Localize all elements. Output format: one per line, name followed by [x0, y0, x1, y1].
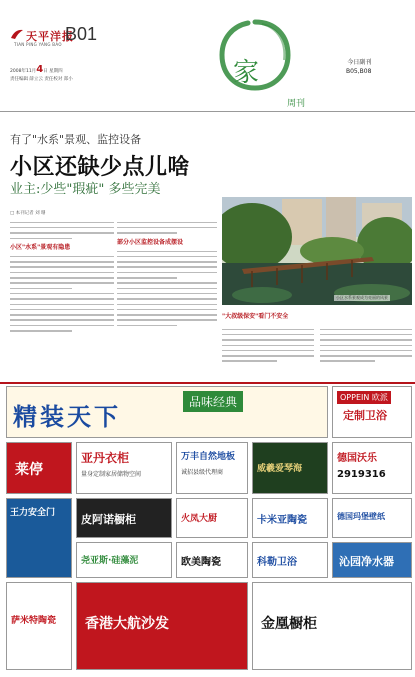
- dateline: 2008年11月4日 星期四 责任编辑 薛立云 责任校对 郑小: [10, 64, 73, 82]
- today-supplement: 今日副刊 B05,B08: [346, 59, 372, 75]
- article-column-2: [117, 218, 217, 330]
- ad-kmy[interactable]: 卡米亚陶瓷: [252, 498, 328, 538]
- ad-huojia[interactable]: 火凤大厨: [176, 498, 248, 538]
- article-text-block: [320, 325, 412, 366]
- article-photo: [222, 197, 412, 305]
- newspaper-logo-text: 天平洋报: [26, 30, 74, 43]
- advertising-section: [6, 386, 412, 674]
- section-heading: "大叔级保安"看门不安全: [222, 313, 289, 320]
- ad-wasun[interactable]: 德国沃乐 2919316: [332, 442, 412, 494]
- article-column-3: [222, 309, 412, 366]
- byline: □ 本刊记者 刘 珊: [10, 211, 46, 216]
- ad-wanfeng[interactable]: 万丰自然地板 诚招县级代理商: [176, 442, 248, 494]
- ad-tinaai[interactable]: 香港大航沙发: [76, 582, 248, 670]
- ad-laiting[interactable]: 莱停: [6, 442, 72, 494]
- page-title: 家: [233, 58, 260, 88]
- section-code: B01: [65, 24, 98, 44]
- article-text-block: [117, 251, 217, 327]
- weekly-label: 周刊: [287, 99, 306, 109]
- ad-marbuto[interactable]: 德国玛堡壁纸: [332, 498, 412, 538]
- article-text-block: [10, 256, 114, 332]
- article-column-1: [10, 218, 114, 335]
- ad-wangli[interactable]: 王力安全门: [6, 498, 72, 578]
- garden-pond-photo: [222, 197, 412, 305]
- headline: 小区还缺少点儿啥: [10, 155, 191, 180]
- ad-summit[interactable]: 萨米特陶瓷: [6, 582, 72, 670]
- ad-yisheng[interactable]: 尧亚斯·硅藻泥: [76, 542, 172, 578]
- article-text-block: [10, 222, 114, 239]
- ad-piano[interactable]: 皮阿诺橱柜: [76, 498, 172, 538]
- ad-weixi[interactable]: 威羲爱琴海: [252, 442, 328, 494]
- ad-oumei[interactable]: 欧美陶瓷: [176, 542, 248, 578]
- section-heading: 部分小区监控设备成摆设: [117, 238, 184, 246]
- section-heading: 小区"水系"景观有隐患: [10, 243, 71, 251]
- ad-oppein[interactable]: OPPEIN 欧派 定制卫浴: [332, 386, 412, 438]
- ad-yaya[interactable]: 亚丹衣柜 量身定制家居储物空间: [76, 442, 172, 494]
- advertising-divider: [0, 382, 415, 384]
- newspaper-logo-icon: [10, 28, 24, 40]
- headline-kicker: 有了"水系"景观、监控设备: [10, 133, 142, 146]
- photo-caption: 小区水系景观成为亮丽的风景: [336, 295, 388, 300]
- ad-jinhuang[interactable]: 金凰橱柜: [252, 582, 412, 670]
- divider: [0, 111, 415, 112]
- article-text-block: [117, 222, 217, 234]
- ad-qinyuan[interactable]: 沁园净水器: [332, 542, 412, 578]
- newspaper-logo-english: TIAN PING YANG BAO: [14, 42, 62, 47]
- article-text-block: [222, 325, 314, 366]
- ad-jingzhuang-banner[interactable]: 精装天下 品味经典: [6, 386, 328, 438]
- subheadline: 业主:少些"瑕疵" 多些完美: [10, 182, 161, 197]
- masthead: [0, 0, 415, 112]
- ad-keshi[interactable]: 科勒卫浴: [252, 542, 328, 578]
